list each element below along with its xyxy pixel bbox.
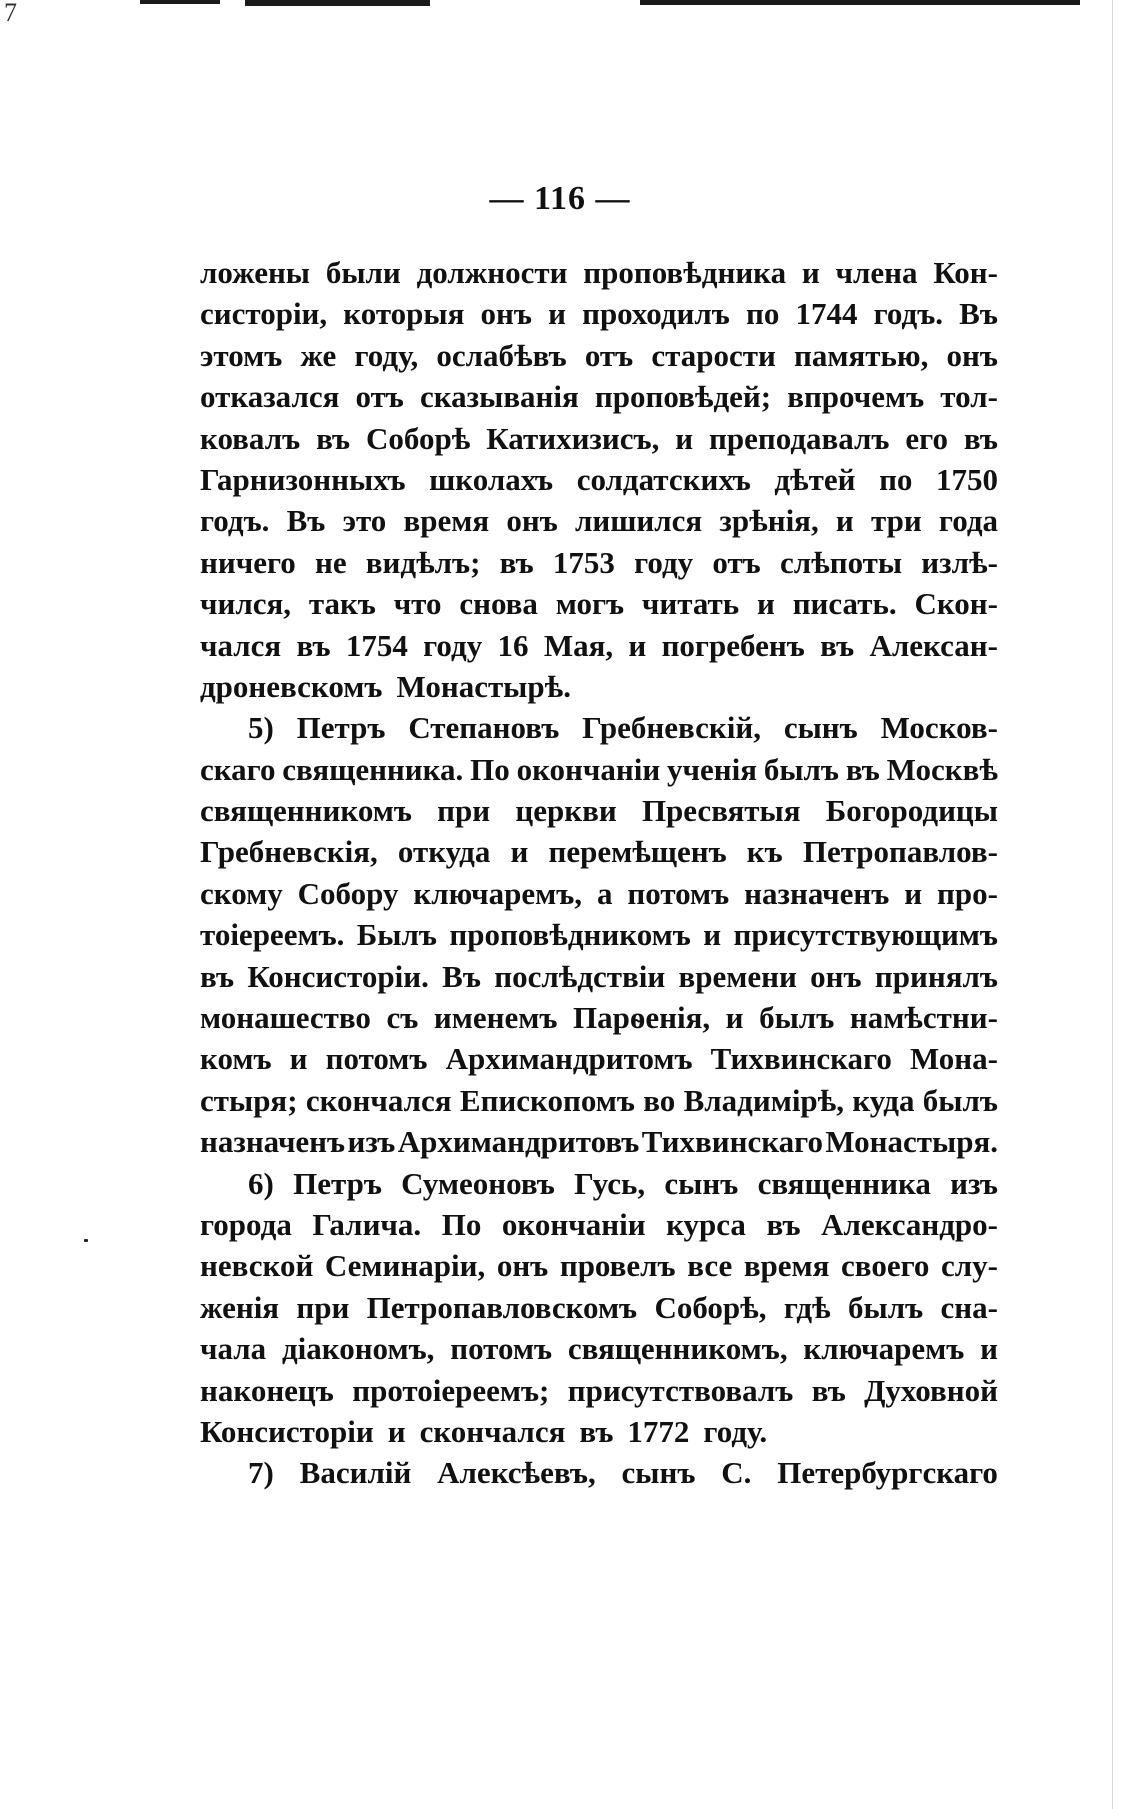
- text-line: наконецъ протоіереемъ; присутствовалъ въ Духовной: [200, 1372, 998, 1408]
- text-line: чала діакономъ, потомъ священникомъ, ключаремъ и: [200, 1331, 998, 1367]
- text-line: монашество съ именемъ Парѳенія, и былъ намѣстни-: [200, 1000, 998, 1036]
- page-number: — 116 —: [489, 180, 631, 217]
- text-line: въ Консисторіи. Въ послѣдствіи времени онъ принялъ: [200, 958, 998, 994]
- scan-edge-mark: [245, 0, 430, 6]
- text-line: ложены были должности проповѣдника и члена Кон-: [200, 255, 998, 290]
- text-line: дроневскомъ Монастырѣ.: [200, 668, 571, 704]
- scan-edge-mark: [140, 0, 220, 4]
- text-line: города Галича. По окончаніи курса въ Александро-: [200, 1206, 998, 1242]
- text-line: женія при Петропавловскомъ Соборѣ, гдѣ былъ сна-: [200, 1289, 998, 1325]
- paragraph-first-line: 6) Петръ Сумеоновъ Гусь, сынъ священника изъ: [248, 1165, 998, 1201]
- text-line: чался въ 1754 году 16 Мая, и погребенъ въ Алексан-: [200, 627, 998, 663]
- corner-pencil-mark: 7: [4, 0, 17, 27]
- text-line: Гребневскія, откуда и перемѣщенъ къ Петропавлов-: [200, 834, 998, 870]
- text-line: Гарнизонныхъ школахъ солдатскихъ дѣтей по 1750: [200, 461, 998, 497]
- text-line: систоріи, которыя онъ и проходилъ по 1744 годъ. Въ: [200, 296, 998, 332]
- text-line: ничего не видѣлъ; въ 1753 году отъ слѣпоты излѣ-: [200, 544, 998, 580]
- text-line: назначенъ изъ Архимандритовъ Тихвинскаго Монастыря.: [200, 1124, 998, 1160]
- text-line: тоіереемъ. Былъ проповѣдникомъ и присутствующимъ: [200, 917, 998, 953]
- text-line: стыря; скончался Епископомъ во Владимірѣ, куда былъ: [200, 1082, 998, 1118]
- text-line: ковалъ въ Соборѣ Катихизисъ, и преподавалъ его въ: [200, 420, 998, 456]
- text-line: чился, такъ что снова могъ читать и писать. Скон-: [200, 586, 998, 622]
- text-line: Консисторіи и скончался въ 1772 году.: [200, 1413, 768, 1449]
- text-line: комъ и потомъ Архимандритомъ Тихвинскаго Мона-: [200, 1041, 998, 1077]
- binding-edge: [1112, 0, 1113, 1809]
- text-line: священникомъ при церкви Пресвятыя Богородицы: [200, 793, 998, 829]
- text-line: отказался отъ сказыванія проповѣдей; впрочемъ тол-: [200, 379, 998, 415]
- scan-edge-mark: [640, 0, 1080, 5]
- text-line: скаго священника. По окончаніи ученія былъ въ Москвѣ: [200, 751, 998, 787]
- text-line: годъ. Въ это время онъ лишился зрѣнія, и три года: [200, 503, 998, 539]
- paragraph-first-line: 7) Василій Алексѣевъ, сынъ С. Петербургскаго: [248, 1455, 998, 1491]
- text-line: этомъ же году, ослабѣвъ отъ старости памятью, онъ: [200, 337, 998, 373]
- text-line: скому Собору ключаремъ, а потомъ назначенъ и про-: [200, 875, 998, 911]
- ink-speck: [84, 1239, 88, 1242]
- paragraph-first-line: 5) Петръ Степановъ Гребневскій, сынъ Москов-: [248, 710, 998, 746]
- text-line: невской Семинаріи, онъ провелъ все время своего слу-: [200, 1248, 998, 1284]
- body-text: [200, 252, 998, 1494]
